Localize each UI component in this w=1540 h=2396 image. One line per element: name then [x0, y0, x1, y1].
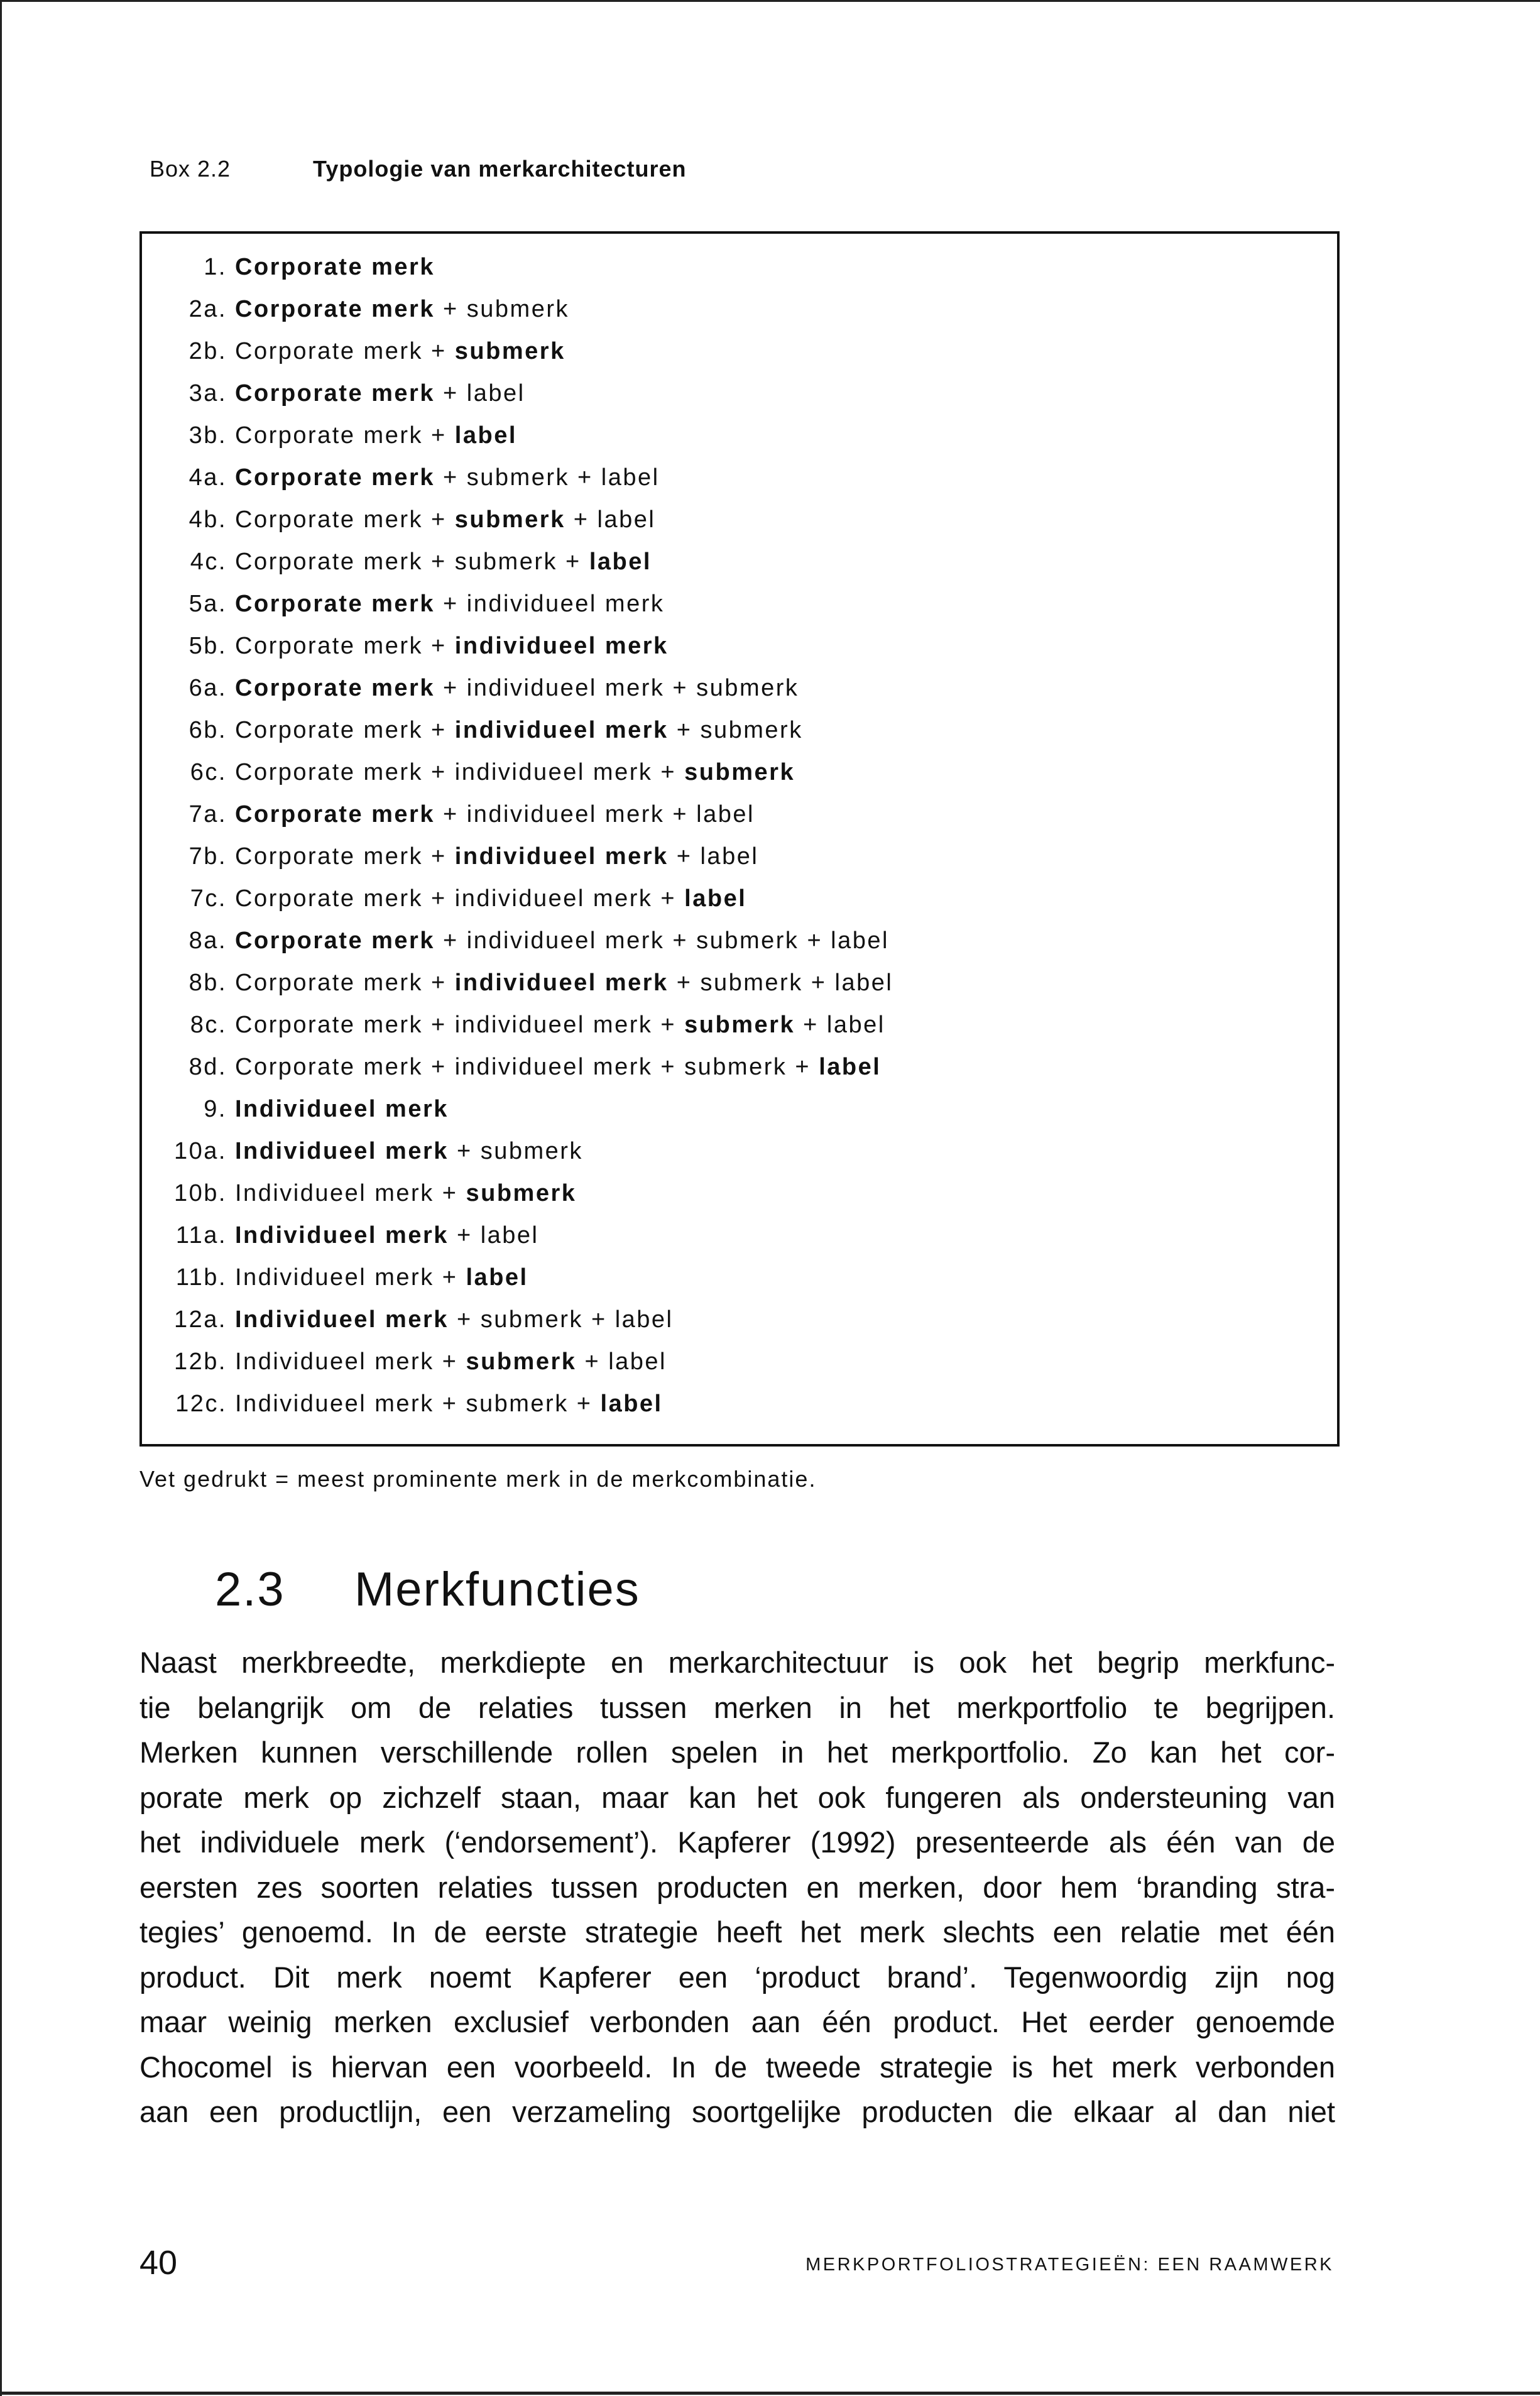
- list-item-number: 12c.: [175, 1391, 227, 1417]
- prominent-brand: label: [684, 885, 747, 912]
- brand-part: Individueel merk +: [235, 1180, 466, 1206]
- paragraph-line: porate merk op zichzelf staan, maar kan het ook fungeren als ondersteuning van: [139, 1780, 1335, 1814]
- list-item: [142, 920, 1273, 962]
- list-item-text: [235, 246, 435, 288]
- prominent-brand: submerk: [684, 759, 795, 785]
- list-item-number: 8a.: [188, 927, 227, 954]
- list-item-text: [235, 1046, 881, 1088]
- prominent-brand: submerk: [454, 506, 565, 533]
- list-item-number: 7c.: [190, 885, 227, 912]
- list-item-number: 10b.: [174, 1180, 227, 1206]
- list-item-text: [235, 1088, 449, 1130]
- list-item: [142, 373, 1273, 415]
- list-item-number: 10a.: [174, 1138, 227, 1164]
- list-item: [142, 457, 1273, 499]
- prominent-brand: Corporate merk: [235, 591, 435, 617]
- prominent-brand: individueel merk: [454, 717, 669, 743]
- list-item-number: 6c.: [190, 759, 227, 785]
- list-item: [142, 752, 1273, 794]
- brand-part: + individueel merk + label: [434, 801, 755, 828]
- list-item-text: [235, 1257, 528, 1299]
- list-item-text: [235, 1215, 538, 1257]
- brand-part: + label: [668, 843, 759, 870]
- list-item: [142, 794, 1273, 836]
- prominent-brand: submerk: [466, 1348, 577, 1375]
- list-item: [142, 288, 1273, 331]
- prominent-brand: label: [466, 1264, 528, 1291]
- brand-part: + label: [576, 1348, 667, 1375]
- paragraph-line: Chocomel is hiervan een voorbeeld. In de tweede strategie is het merk verbonden: [139, 2050, 1335, 2084]
- list-item: [142, 1088, 1273, 1130]
- paragraph-line: product. Dit merk noemt Kapferer een ‘product brand’. Tegenwoordig zijn nog: [139, 1960, 1335, 1994]
- brand-part: Corporate merk +: [235, 422, 455, 449]
- list-item-number: 6b.: [188, 717, 227, 743]
- paragraph-line: eersten zes soorten relaties tussen producten en merken, door hem ‘branding stra-: [139, 1870, 1335, 1904]
- list-item-text: [235, 962, 893, 1004]
- list-item-text: [235, 1341, 667, 1383]
- brand-part: + label: [565, 506, 656, 533]
- brand-part: + submerk + label: [668, 970, 893, 996]
- prominent-brand: individueel merk: [454, 843, 669, 870]
- list-item-text: [235, 583, 664, 625]
- list-item-number: 2b.: [188, 338, 227, 364]
- brand-part: Corporate merk +: [235, 970, 455, 996]
- list-item: [142, 709, 1273, 752]
- typology-box: [139, 231, 1340, 1447]
- prominent-brand: individueel merk: [454, 633, 669, 659]
- list-item-number: 4c.: [190, 549, 227, 575]
- brand-part: Corporate merk + individueel merk + submerk +: [235, 1054, 819, 1080]
- list-item: [142, 415, 1273, 457]
- list-item: [142, 1341, 1273, 1383]
- brand-part: + label: [448, 1222, 539, 1249]
- brand-part: + individueel merk: [434, 591, 665, 617]
- list-item-text: [235, 709, 803, 752]
- brand-part: Corporate merk +: [235, 717, 455, 743]
- box-note: Vet gedrukt = meest prominente merk in de merkcombinatie.: [139, 1466, 817, 1492]
- list-item-number: 12a.: [174, 1306, 227, 1333]
- prominent-brand: Individueel merk: [235, 1306, 449, 1333]
- list-item: [142, 836, 1273, 878]
- brand-part: Corporate merk +: [235, 506, 455, 533]
- list-item: [142, 499, 1273, 541]
- list-item-text: [235, 920, 889, 962]
- prominent-brand: Corporate merk: [235, 296, 435, 322]
- paragraph-line: Naast merkbreedte, merkdiepte en merkarchitectuur is ook het begrip merkfunc-: [139, 1646, 1335, 1679]
- prominent-brand: label: [454, 422, 517, 449]
- typology-list: [142, 246, 1273, 1425]
- section-title: Merkfuncties: [354, 1563, 640, 1616]
- scan-border-top: [0, 0, 1540, 2]
- list-item: [142, 541, 1273, 583]
- paragraph-line: Merken kunnen verschillende rollen spelen in het merkportfolio. Zo kan het cor-: [139, 1736, 1335, 1769]
- list-item-text: [235, 541, 652, 583]
- list-item-text: [235, 457, 660, 499]
- brand-part: Corporate merk + submerk +: [235, 549, 589, 575]
- list-item-text: [235, 288, 569, 331]
- brand-part: Individueel merk + submerk +: [235, 1391, 601, 1417]
- prominent-brand: Individueel merk: [235, 1138, 449, 1164]
- brand-part: + label: [434, 380, 525, 407]
- list-item-text: [235, 794, 755, 836]
- brand-part: Corporate merk +: [235, 338, 455, 364]
- list-item-text: [235, 836, 758, 878]
- list-item: [142, 1130, 1273, 1173]
- list-item-number: 11b.: [175, 1264, 227, 1291]
- brand-part: Corporate merk + individueel merk +: [235, 885, 685, 912]
- prominent-brand: Individueel merk: [235, 1222, 449, 1249]
- prominent-brand: Corporate merk: [235, 801, 435, 828]
- list-item-text: [235, 415, 517, 457]
- list-item-text: [235, 499, 655, 541]
- list-item: [142, 1383, 1273, 1425]
- prominent-brand: label: [589, 549, 652, 575]
- prominent-brand: Individueel merk: [235, 1096, 449, 1122]
- list-item-number: 6a.: [188, 675, 227, 701]
- list-item-number: 3a.: [188, 380, 227, 407]
- box-title: Typologie van merkarchitecturen: [313, 156, 687, 182]
- prominent-brand: Corporate merk: [235, 927, 435, 954]
- scan-border-bottom: [0, 2392, 1540, 2395]
- list-item-text: [235, 1004, 885, 1046]
- paragraph-line: aan een productlijn, een verzameling soortgelijke producten die elkaar al dan niet: [139, 2095, 1335, 2128]
- brand-part: + submerk: [448, 1138, 583, 1164]
- list-item: [142, 1299, 1273, 1341]
- list-item-number: 4a.: [188, 464, 227, 491]
- body-paragraph: [139, 1640, 1335, 2135]
- list-item: [142, 583, 1273, 625]
- brand-part: + submerk: [668, 717, 803, 743]
- list-item-number: 5b.: [188, 633, 227, 659]
- brand-part: + label: [795, 1012, 885, 1038]
- prominent-brand: Corporate merk: [235, 464, 435, 491]
- prominent-brand: submerk: [466, 1180, 577, 1206]
- list-item-text: [235, 373, 525, 415]
- running-head: MERKPORTFOLIOSTRATEGIEËN: EEN RAAMWERK: [805, 2255, 1334, 2275]
- prominent-brand: Corporate merk: [235, 675, 435, 701]
- list-item-number: 8c.: [190, 1012, 227, 1038]
- brand-part: Individueel merk +: [235, 1348, 466, 1375]
- list-item: [142, 667, 1273, 709]
- brand-part: + submerk + label: [434, 464, 660, 491]
- scan-border-left: [0, 0, 2, 2396]
- box-number: Box 2.2: [150, 156, 231, 182]
- list-item-text: [235, 1383, 663, 1425]
- brand-part: Corporate merk + individueel merk +: [235, 1012, 685, 1038]
- list-item-text: [235, 667, 799, 709]
- list-item-number: 12b.: [174, 1348, 227, 1375]
- brand-part: + submerk + label: [448, 1306, 674, 1333]
- list-item-number: 8d.: [188, 1054, 227, 1080]
- list-item: [142, 1173, 1273, 1215]
- list-item-number: 7a.: [188, 801, 227, 828]
- list-item: [142, 1257, 1273, 1299]
- list-item-text: [235, 331, 565, 373]
- brand-part: + individueel merk + submerk + label: [434, 927, 889, 954]
- brand-part: Individueel merk +: [235, 1264, 466, 1291]
- list-item: [142, 331, 1273, 373]
- list-item: [142, 625, 1273, 667]
- list-item-number: 8b.: [188, 970, 227, 996]
- list-item: [142, 1004, 1273, 1046]
- brand-part: Corporate merk +: [235, 843, 455, 870]
- paragraph-line: tegies’ genoemd. In de eerste strategie heeft het merk slechts een relatie met één: [139, 1915, 1335, 1949]
- prominent-brand: individueel merk: [454, 970, 669, 996]
- list-item: [142, 1046, 1273, 1088]
- section-heading: [215, 1562, 640, 1617]
- list-item-number: 9.: [204, 1096, 227, 1122]
- box-caption: [150, 156, 687, 182]
- list-item-text: [235, 625, 669, 667]
- paragraph-line: tie belangrijk om de relaties tussen merken in het merkportfolio te begrijpen.: [139, 1690, 1335, 1724]
- list-item-text: [235, 1299, 674, 1341]
- list-item-number: 1.: [204, 254, 227, 280]
- brand-part: + submerk: [434, 296, 570, 322]
- prominent-brand: submerk: [684, 1012, 795, 1038]
- prominent-brand: Corporate merk: [235, 254, 435, 280]
- list-item-text: [235, 1173, 576, 1215]
- paragraph-line: het individuele merk (‘endorsement’). Kapferer (1992) presenteerde als één van de: [139, 1825, 1335, 1859]
- prominent-brand: label: [819, 1054, 882, 1080]
- section-number: 2.3: [215, 1563, 285, 1616]
- prominent-brand: Corporate merk: [235, 380, 435, 407]
- list-item-text: [235, 878, 746, 920]
- list-item-text: [235, 752, 795, 794]
- brand-part: + individueel merk + submerk: [434, 675, 799, 701]
- prominent-brand: label: [600, 1391, 663, 1417]
- brand-part: Corporate merk + individueel merk +: [235, 759, 685, 785]
- list-item-number: 4b.: [188, 506, 227, 533]
- list-item: [142, 1215, 1273, 1257]
- list-item: [142, 246, 1273, 288]
- prominent-brand: submerk: [454, 338, 565, 364]
- paragraph-line: maar weinig merken exclusief verbonden aan één product. Het eerder genoemde: [139, 2005, 1335, 2038]
- list-item-number: 11a.: [175, 1222, 227, 1249]
- page-number: 40: [139, 2244, 178, 2282]
- list-item-number: 2a.: [188, 296, 227, 322]
- list-item-number: 5a.: [188, 591, 227, 617]
- list-item: [142, 878, 1273, 920]
- list-item: [142, 962, 1273, 1004]
- list-item-text: [235, 1130, 583, 1173]
- list-item-number: 7b.: [188, 843, 227, 870]
- brand-part: Corporate merk +: [235, 633, 455, 659]
- list-item-number: 3b.: [188, 422, 227, 449]
